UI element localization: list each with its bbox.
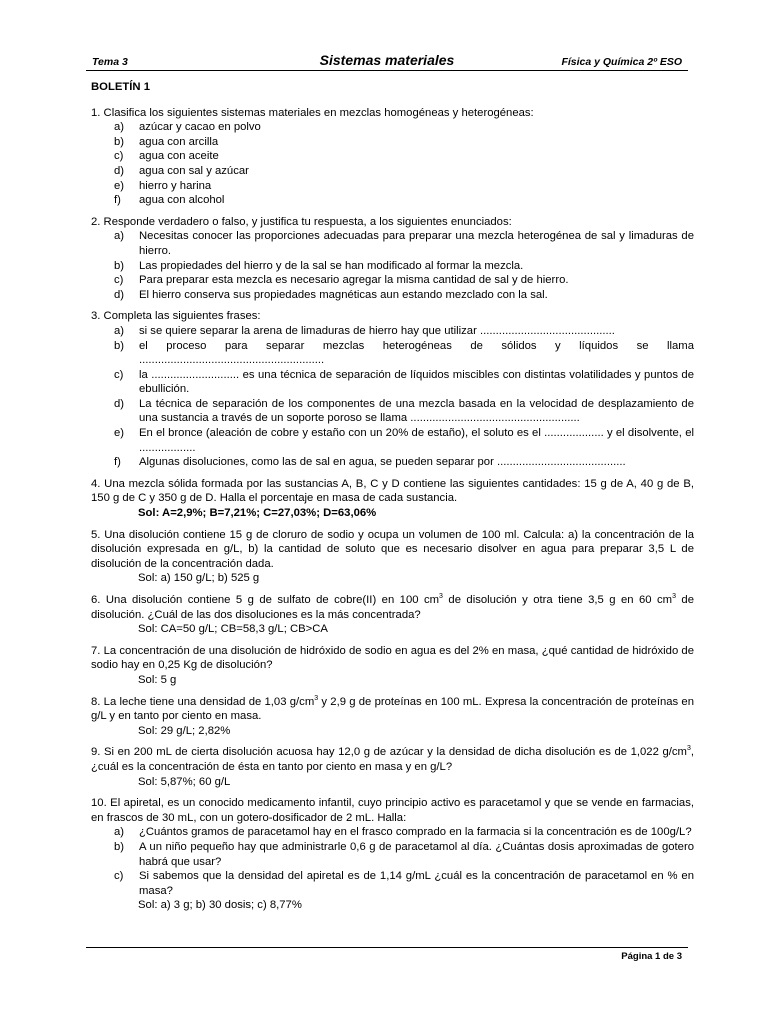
text-part: y 2,9 g de proteínas en 100 mL. Expresa la concentración de proteínas en g/L y en tanto por ciento en masa.	[91, 695, 694, 723]
text-part: 6. Una disolución contiene 5 g de sulfato de cobre(II) en 100 cm	[91, 594, 440, 606]
item-label: c)	[114, 274, 124, 287]
question-4	[91, 477, 694, 521]
list-item	[91, 179, 694, 194]
item-text: ¿Cuántos gramos de paracetamol hay en el frasco comprado en la farmacia si la concentración es de 100g/L?	[139, 826, 692, 839]
list-item	[91, 259, 694, 274]
solution-text: Sol: 5,87%; 60 g/L	[138, 775, 231, 788]
list-item	[91, 869, 694, 898]
list-item	[91, 840, 694, 869]
item-label: e)	[114, 179, 125, 192]
list-item	[91, 426, 694, 455]
item-label: f)	[114, 194, 121, 207]
list-item	[91, 164, 694, 179]
list-item	[91, 368, 694, 397]
question-6	[91, 593, 694, 637]
superscript: 3	[686, 745, 691, 753]
item-text: hierro y harina	[139, 179, 212, 192]
text-part: de disolución y otra tiene 3,5 g en 60 cm	[442, 594, 673, 606]
list-item	[91, 455, 694, 470]
solution-text: Sol: 29 g/L; 2,82%	[138, 724, 231, 737]
list-item	[91, 229, 694, 258]
item-text: En el bronce (aleación de cobre y estaño con un 20% de estaño), el soluto es el ................... y el disolvente, el ..................	[139, 427, 694, 454]
question-8	[91, 695, 694, 739]
question-text	[91, 593, 694, 622]
solution-text: Sol: a) 3 g; b) 30 dosis; c) 8,77%	[138, 899, 302, 912]
item-label: d)	[114, 164, 125, 177]
question-2	[91, 215, 694, 303]
superscript: 3	[672, 593, 676, 601]
item-label: a)	[114, 324, 125, 337]
question-text: 5. Una disolución contiene 15 g de cloruro de sodio y ocupa un volumen de 100 ml. Calcula: a) la concentración de la disolución expresada en g/L, b) la cantidad de soluto que es necesario disolver en agua para preparar 3,5 L de disolución de la concentración dada.	[91, 528, 694, 570]
question-text: 2. Responde verdadero o falso, y justifica tu respuesta, a los siguientes enunciados:	[91, 215, 512, 228]
item-label: d)	[114, 288, 125, 301]
solution-text: Sol: A=2,9%; B=7,21%; C=27,03%; D=63,06%	[138, 507, 377, 520]
question-1	[91, 106, 694, 208]
superscript: 3	[439, 593, 443, 601]
item-label: a)	[114, 826, 125, 839]
item-text: Algunas disoluciones, como las de sal en agua, se pueden separar por .........................................	[139, 456, 626, 469]
question-3	[91, 309, 694, 470]
worksheet-content	[91, 80, 694, 920]
header-topic: Tema 3	[92, 56, 128, 68]
header-title: Sistemas materiales	[319, 52, 455, 68]
question-5	[91, 528, 694, 586]
item-label: a)	[114, 121, 125, 134]
header-course: Física y Química 2º ESO	[561, 56, 682, 68]
item-list	[91, 324, 694, 470]
text-part: , ¿cuál es la concentración de ésta en tanto por ciento en masa y en g/L?	[91, 746, 694, 773]
item-label: d)	[114, 397, 125, 410]
list-item	[91, 135, 694, 150]
list-item	[91, 825, 694, 840]
question-text: 7. La concentración de una disolución de hidróxido de sodio en agua es del 2% en masa, ¿qué cantidad de hidróxido de sodio hay en 0,25 Kg de disolución?	[91, 644, 694, 672]
question-9	[91, 745, 694, 789]
solution-text: Sol: a) 150 g/L; b) 525 g	[138, 572, 260, 585]
item-text: Las propiedades del hierro y de la sal se han modificado al formar la mezcla.	[139, 259, 524, 272]
solution-text: Sol: CA=50 g/L; CB=58,3 g/L; CB>CA	[138, 623, 328, 636]
item-text: Necesitas conocer las proporciones adecuadas para preparar una mezcla heterogénea de sal y limaduras de hierro.	[139, 230, 694, 257]
item-label: f)	[114, 456, 121, 469]
question-text	[91, 695, 694, 724]
item-label: a)	[114, 230, 125, 243]
list-item	[91, 120, 694, 135]
item-label: c)	[114, 870, 124, 883]
item-text: agua con arcilla	[139, 135, 219, 148]
item-label: b)	[114, 135, 125, 148]
list-item	[91, 324, 694, 339]
list-item	[91, 397, 694, 426]
list-item	[91, 339, 694, 368]
item-text: azúcar y cacao en polvo	[139, 121, 261, 134]
list-item	[91, 288, 694, 303]
question-text: 1. Clasifica los siguientes sistemas materiales en mezclas homogéneas y heterogéneas:	[91, 106, 534, 119]
item-text: el proceso para separar mezclas heterogéneas de sólidos y líquidos se llama ...........................................................	[139, 339, 694, 367]
question-text: 3. Completa las siguientes frases:	[91, 310, 261, 323]
page-header	[86, 50, 688, 71]
question-10	[91, 796, 694, 913]
text-part: 8. La leche tiene una densidad de 1,03 g/cm	[91, 695, 315, 708]
worksheet-title: BOLETÍN 1	[91, 81, 150, 93]
text-part: de disolución. ¿Cuál de las dos disoluciones es la más concentrada?	[91, 594, 695, 621]
item-text: La técnica de separación de los componentes de una mezcla basada en la velocidad de desplazamiento de una sustancia a través de un soporte poroso se llama ......................................................	[139, 397, 694, 425]
solution-text: Sol: 5 g	[138, 673, 177, 686]
item-text: si se quiere separar la arena de limaduras de hierro hay que utilizar ...........................................	[139, 324, 615, 337]
text-part: 9. Si en 200 mL de cierta disolución acuosa hay 12,0 g de azúcar y la densidad de dicha disolución es de 1,022 g/cm	[91, 746, 687, 759]
item-label: c)	[114, 150, 124, 163]
item-text: El hierro conserva sus propiedades magnéticas aun estando mezclado con la sal.	[139, 288, 548, 301]
item-label: b)	[114, 339, 125, 352]
item-label: c)	[114, 368, 124, 381]
item-text: agua con alcohol	[139, 194, 225, 207]
item-text: Si sabemos que la densidad del apiretal es de 1,14 g/mL ¿cuál es la concentración de paracetamol en % en masa?	[139, 870, 694, 897]
list-item	[91, 193, 694, 208]
item-text: agua con sal y azúcar	[139, 164, 249, 177]
list-item	[91, 149, 694, 164]
item-label: b)	[114, 259, 125, 272]
superscript: 3	[314, 694, 319, 702]
item-list	[91, 229, 694, 302]
question-text	[91, 745, 694, 774]
page-number: Página 1 de 3	[621, 951, 682, 962]
question-text: 4. Una mezcla sólida formada por las sustancias A, B, C y D contiene las siguientes cantidades: 15 g de A, 40 g de B, 150 g de C y 350 g de D. Halla el porcentaje en masa de cada sustancia.	[91, 477, 694, 505]
item-text: agua con aceite	[139, 150, 219, 163]
item-label: b)	[114, 840, 125, 853]
item-text: A un niño pequeño hay que administrarle 0,6 g de paracetamol al día. ¿Cuántas dosis aproximadas de gotero habrá que usar?	[139, 840, 694, 868]
list-item	[91, 273, 694, 288]
page-footer	[86, 947, 688, 962]
question-7	[91, 644, 694, 688]
item-label: e)	[114, 427, 125, 440]
item-text: la ............................ es una técnica de separación de líquidos miscibles con distintas volatilidades y puntos de ebullición.	[139, 368, 694, 396]
item-list	[91, 120, 694, 208]
item-text: Para preparar esta mezcla es necesario agregar la misma cantidad de sal y de hierro.	[139, 274, 569, 287]
question-text: 10. El apiretal, es un conocido medicamento infantil, cuyo principio activo es paracetamol y que se vende en farmacias, en frascos de 30 mL, con un gotero-dosificador de 2 mL. Halla:	[91, 797, 694, 824]
item-list	[91, 825, 694, 898]
